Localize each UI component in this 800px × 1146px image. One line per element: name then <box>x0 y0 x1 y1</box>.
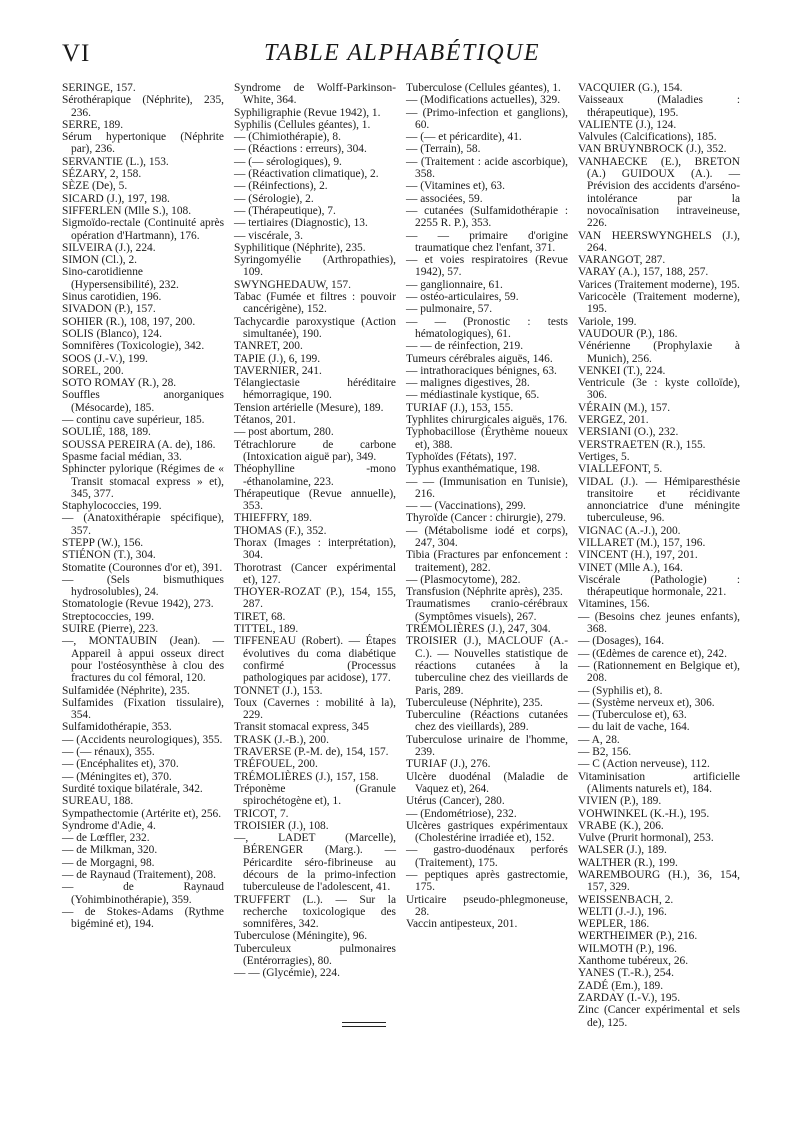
index-entry: — (Système nerveux et), 306. <box>578 696 715 709</box>
index-entry: Sphincter pylorique (Régimes de « Transit stomacal express » et), 345, 377. <box>62 463 224 500</box>
index-entry: Tension artérielle (Mesure), 189. <box>234 401 384 414</box>
index-entry: ZADÉ (Em.), 189. <box>578 979 664 992</box>
index-entry: WAREMBOURG (H.), 36, 154, 157, 329. <box>578 869 740 894</box>
index-entry: Stomatite (Couronnes d'or et), 391. <box>62 561 223 574</box>
index-entry: — (Traitement : acide ascorbique), 358. <box>406 155 568 181</box>
index-entry: VANHAECKE (E.), BRETON (A.) GUIDOUX (A.). — Prévision des accidents d'arséno-intolérance par la novocaïnisation intraveineuse, 226. <box>578 155 740 230</box>
index-entry: SOTO ROMAY (R.), 28. <box>62 377 177 390</box>
index-entry: Utérus (Cancer), 280. <box>406 795 505 808</box>
index-entry: SUREAU, 188. <box>62 795 134 808</box>
index-entry: VIDAL (J.). — Hémiparesthésie transitoire et récidivante annonciatrice d'une méningite tuberculeuse, 96. <box>578 475 740 525</box>
index-entry: WEISSENBACH, 2. <box>578 893 674 906</box>
index-entry: Tabac (Fumée et filtres : pouvoir cancérigène), 152. <box>234 291 396 316</box>
index-entry: Vaccin antipesteux, 201. <box>406 918 518 931</box>
index-entry: —, MONTAUBIN (Jean). — Appareil à appui osseux direct pour l'ostéosynthèse à clou des fractures du col fémoral, 120. <box>62 635 224 685</box>
index-entry: — (Chimiothérapie), 8. <box>234 131 341 144</box>
index-entry: Vénérienne (Prophylaxie à Munich), 256. <box>578 340 740 365</box>
index-entry: Typhlites chirurgicales aiguës, 176. <box>406 414 568 427</box>
index-entry: Ulcère duodénal (Maladie de Vaquez et), 264. <box>406 770 568 795</box>
index-entry: — — (Pronostic : tests hématologiques), 61. <box>406 315 568 340</box>
index-entry: SILVEIRA (J.), 224. <box>62 241 156 254</box>
index-entry: Sympathectomie (Artérite et), 256. <box>62 807 222 820</box>
index-entry: Télangiectasie héréditaire hémorragique, 190. <box>234 377 396 402</box>
index-entry: — (Sels bismuthiques hydrosolubles), 24. <box>62 573 224 599</box>
index-entry: Syphiligraphie (Revue 1942), 1. <box>234 106 381 119</box>
index-entry: Vitamines, 156. <box>578 598 650 611</box>
index-entry: STEPP (W.), 156. <box>62 536 144 549</box>
index-entry: — (Plasmocytome), 282. <box>406 573 521 586</box>
index-entry: SIMON (Cl.), 2. <box>62 254 137 267</box>
index-entry: Variole, 199. <box>578 315 637 328</box>
index-entry: WELTI (J.-J.), 196. <box>578 905 667 918</box>
index-entry: — (Réactions : erreurs), 304. <box>234 143 367 156</box>
closing-rule-bottom <box>342 1026 386 1027</box>
index-entry: — de Raynaud (Traitement), 208. <box>62 869 216 881</box>
index-entry: — C (Action nerveuse), 112. <box>578 758 710 771</box>
index-entry: SÈZE (De), 5. <box>62 180 128 193</box>
index-entry: Streptococcies, 199. <box>62 610 155 623</box>
index-entry: — (— rénaux), 355. <box>62 746 155 759</box>
index-entry: VALIENTE (J.), 124. <box>578 118 677 131</box>
index-entry: Tétrachlorure de carbone (Intoxication aiguë par), 349. <box>234 438 396 463</box>
index-entry: SIFFERLEN (Mlle S.), 108. <box>62 204 192 217</box>
index-entry: Syphilis (Cellules géantes), 1. <box>234 118 371 131</box>
index-entry: Tuberculose (Cellules géantes), 1. <box>406 82 561 94</box>
index-entry: SIVADON (P.), 157. <box>62 303 156 316</box>
index-entry: VIGNAC (A.-J.), 200. <box>578 524 681 537</box>
index-entry: Typhobacillose (Érythème noueux et), 388. <box>406 426 568 451</box>
index-entry: — (Primo-infection et ganglions), 60. <box>406 106 568 131</box>
index-entry: VERSTRAETEN (R.), 155. <box>578 438 706 451</box>
index-entry: VACQUIER (G.), 154. <box>578 82 683 94</box>
index-entry: Spasme facial médian, 33. <box>62 450 182 463</box>
index-entry: — cutanées (Sulfamidothérapie : 2255 R. P.), 353. <box>406 204 568 230</box>
index-entry: Urticaire pseudo-phlegmoneuse, 28. <box>406 893 568 918</box>
index-entry: — tertiaires (Diagnostic), 13. <box>234 217 368 230</box>
index-entry: Théophylline -mono -éthanolamine, 223. <box>234 463 396 488</box>
index-entry: — (Rationnement en Belgique et), 208. <box>578 659 740 685</box>
index-entry: — (Tuberculose et), 63. <box>578 709 687 722</box>
index-entry: SICARD (J.), 197, 198. <box>62 192 170 205</box>
index-entry: Thorax (Images : interprétation), 304. <box>234 536 396 562</box>
index-entry: — — (Immunisation en Tunisie), 216. <box>406 475 568 500</box>
index-entry: THIEFFRY, 189. <box>234 512 312 525</box>
index-entry: — post abortum, 280. <box>234 426 334 439</box>
index-entry: — (Méningites et), 370. <box>62 770 172 783</box>
index-entry: SOULIÉ, 188, 189. <box>62 426 151 439</box>
index-column-2 <box>234 82 396 980</box>
index-entry: — (Anatoxithérapie spécifique), 357. <box>62 512 224 537</box>
index-column-1 <box>62 82 224 930</box>
index-entry: — (Réinfections), 2. <box>234 180 328 193</box>
index-entry: — (— sérologiques), 9. <box>234 155 342 168</box>
index-entry: TAVERNIER, 241. <box>234 364 322 377</box>
index-entry: VOHWINKEL (K.-H.), 195. <box>578 807 710 820</box>
index-entry: Varices (Traitement moderne), 195. <box>578 278 740 291</box>
index-entry: SUIRE (Pierre), 223. <box>62 623 159 636</box>
index-entry: — — (Vaccinations), 299. <box>406 500 526 513</box>
index-entry: — gastro-duodénaux perforés (Traitement), 175. <box>406 844 568 869</box>
index-entry: TRÉMOLIÈRES (J.), 157, 158. <box>234 770 379 783</box>
index-entry: — (Vitamines et), 63. <box>406 180 505 193</box>
index-entry: Surdité toxique bilatérale, 342. <box>62 782 203 795</box>
index-entry: VRABE (K.), 206. <box>578 819 664 832</box>
index-entry: SOHIER (R.), 108, 197, 200. <box>62 315 196 328</box>
index-entry: — de Raynaud (Yohimbinothérapie), 359. <box>62 881 224 906</box>
closing-rule-top <box>342 1022 386 1023</box>
index-entry: Vertiges, 5. <box>578 450 630 463</box>
index-entry: TROISIER (J.), MACLOUF (A.-C.). — Nouvelles statistique de réactions cutanées à la tuberculine chez des vieillards de Paris, 289. <box>406 635 568 697</box>
index-entry: — intrathoraciques bénignes, 63. <box>406 364 557 377</box>
index-entry: — du lait de vache, 164. <box>578 721 690 734</box>
index-entry: — ganglionnaire, 61. <box>406 278 503 291</box>
page-title: TABLE ALPHABÉTIQUE <box>263 40 541 66</box>
index-entry: TAPIE (J.), 6, 199. <box>234 352 321 365</box>
index-entry: — (Sérologie), 2. <box>234 192 314 205</box>
index-entry: Syringomyélie (Arthropathies), 109. <box>234 254 396 279</box>
index-entry: Vaisseaux (Maladies : thérapeutique), 195. <box>578 94 740 119</box>
index-entry: TRICOT, 7. <box>234 807 289 820</box>
index-entry: Sigmoïdo-rectale (Continuité après opération d'Hartmann), 176. <box>62 217 224 242</box>
index-entry: TANRET, 200. <box>234 340 303 353</box>
index-entry: — — de réinfection, 219. <box>406 340 524 353</box>
index-entry: Sino-carotidienne (Hypersensibilité), 232. <box>62 266 179 291</box>
index-entry: Tuberculeuse (Néphrite), 235. <box>406 696 543 709</box>
index-entry: —, LADET (Marcelle), BÉRENGER (Marg.). — Péricardite séro-fibrineuse au décours de la primo-infection tuberculeuse de l'adolescent, 41. <box>234 832 396 894</box>
index-entry: Typhus exanthématique, 198. <box>406 463 540 476</box>
index-entry: Traumatismes cranio-cérébraux (Symptômes visuels), 267. <box>406 598 568 623</box>
index-entry: — (Dosages), 164. <box>578 635 665 648</box>
index-entry: Typhoïdes (Fétats), 197. <box>406 450 517 463</box>
index-entry: — pulmonaire, 57. <box>406 303 493 316</box>
index-entry: TRAVERSE (P.-M. de), 154, 157. <box>234 746 389 759</box>
index-entry: Valvules (Calcifications), 185. <box>578 131 717 144</box>
index-entry: Stomatologie (Revue 1942), 273. <box>62 598 214 611</box>
index-entry: — viscérale, 3. <box>234 229 303 242</box>
index-entry: Varicocèle (Traitement moderne), 195. <box>578 291 740 316</box>
index-entry: — (Thérapeutique), 7. <box>234 204 336 217</box>
index-entry: VINCENT (H.), 197, 201. <box>578 549 698 562</box>
index-entry: Tuberculose (Méningite), 96. <box>234 930 368 943</box>
index-entry: WILMOTH (P.), 196. <box>578 942 678 955</box>
page-number: VI <box>62 40 91 67</box>
index-entry: — (Encéphalites et), 370. <box>62 758 179 771</box>
index-entry: Sulfamidothérapie, 353. <box>62 721 172 734</box>
index-entry: Tachycardie paroxystique (Action simultanée), 190. <box>234 315 396 340</box>
index-entry: Tuberculine (Réactions cutanées chez des vieillards), 289. <box>406 709 568 734</box>
index-entry: SWYNGHEDAUW, 157. <box>234 278 351 291</box>
index-entry: Sulfamides (Fixation tissulaire), 354. <box>62 696 224 722</box>
index-entry: SOOS (J.-V.), 199. <box>62 352 148 365</box>
index-entry: Syndrome d'Adie, 4. <box>62 819 156 832</box>
index-entry: SOLIS (Blanco), 124. <box>62 327 162 340</box>
index-entry: — de Stokes-Adams (Rythme bigéminé et), 194. <box>62 905 224 931</box>
index-entry: THOYER-ROZAT (P.), 154, 155, 287. <box>234 586 396 611</box>
index-entry: Tréponème (Granule spirochétogène et), 1. <box>234 782 396 808</box>
index-entry: — (Accidents neurologiques), 355. <box>62 733 223 746</box>
index-entry: TRÉFOUEL, 200. <box>234 758 318 771</box>
index-entry: Zinc (Cancer expérimental et sels de), 125. <box>578 1004 740 1029</box>
index-entry: Transfusion (Néphrite après), 235. <box>406 586 563 599</box>
index-entry: — (Réactivation climatique), 2. <box>234 168 379 181</box>
index-entry: VINET (Mlle A.), 164. <box>578 561 683 574</box>
index-entry: — (— et péricardite), 41. <box>406 131 522 144</box>
index-entry: SERRE, 189. <box>62 118 124 131</box>
index-entry: Syndrome de Wolff-Parkinson-White, 364. <box>234 82 396 107</box>
index-entry: — — (Glycémie), 224. <box>234 967 340 980</box>
index-entry: SOUSSA PEREIRA (A. de), 186. <box>62 438 216 451</box>
index-entry: VERSIANI (O.), 232. <box>578 426 679 439</box>
index-entry: Somnifères (Toxicologie), 342. <box>62 340 205 353</box>
index-entry: Tétanos, 201. <box>234 414 296 427</box>
index-entry: YANES (T.-R.), 254. <box>578 967 674 980</box>
index-entry: TRÉMOLIÈRES (J.), 247, 304. <box>406 623 551 636</box>
index-entry: Tumeurs cérébrales aiguës, 146. <box>406 352 553 365</box>
index-entry: VILLARET (M.), 157, 196. <box>578 536 706 549</box>
index-entry: TRASK (J.-B.), 200. <box>234 733 329 746</box>
index-entry: Tuberculeux pulmonaires (Entérorragies), 80. <box>234 942 396 968</box>
index-entry: TURIAF (J.), 153, 155. <box>406 401 514 414</box>
index-entry: Viscérale (Pathologie) : thérapeutique hormonale, 221. <box>578 573 740 599</box>
index-column-4 <box>578 82 740 1029</box>
index-entry: Ventricule (3e : kyste colloïde), 306. <box>578 377 740 402</box>
index-entry: Toux (Cavernes : mobilité à la), 229. <box>234 696 396 722</box>
index-entry: — peptiques après gastrectomie, 175. <box>406 869 568 894</box>
index-entry: VARANGOT, 287. <box>578 254 666 267</box>
index-entry: SERINGE, 157. <box>62 82 136 94</box>
index-entry: VENKEI (T.), 224. <box>578 364 666 377</box>
index-column-3 <box>406 82 568 930</box>
index-entry: Syphilitique (Néphrite), 235. <box>234 241 366 254</box>
index-entry: — de Morgagni, 98. <box>62 856 155 869</box>
index-entry: Souffles anorganiques (Mésocarde), 185. <box>62 389 224 414</box>
index-entry: — et voies respiratoires (Revue 1942), 57. <box>406 254 568 279</box>
index-entry: — (Œdèmes de carence et), 242. <box>578 647 727 660</box>
index-entry: — (Endométriose), 232. <box>406 807 517 820</box>
index-entry: VERGEZ, 201. <box>578 414 649 427</box>
index-entry: VARAY (A.), 157, 188, 257. <box>578 266 709 279</box>
index-entry: Tuberculose urinaire de l'homme, 239. <box>406 733 568 759</box>
index-entry: Thorotrast (Cancer expérimental et), 127. <box>234 561 396 586</box>
index-entry: — A, 28. <box>578 733 620 746</box>
index-entry: TROISIER (J.), 108. <box>234 819 329 832</box>
index-entry: TIRET, 68. <box>234 610 286 623</box>
index-entry: SOREL, 200. <box>62 364 124 377</box>
index-entry: — (Modifications actuelles), 329. <box>406 94 561 107</box>
index-entry: — médiastinale kystique, 65. <box>406 389 540 402</box>
index-entry: WALTHER (R.), 199. <box>578 856 678 869</box>
index-entry: VAN HEERSWYNGHELS (J.), 264. <box>578 229 740 254</box>
index-entry: Sérothérapique (Néphrite), 235, 236. <box>62 94 224 119</box>
index-entry: — de Milkman, 320. <box>62 844 158 857</box>
index-entry: VAUDOUR (P.), 186. <box>578 327 678 340</box>
index-entry: THOMAS (F.), 352. <box>234 524 327 537</box>
index-entry: SÉZARY, 2, 158. <box>62 168 142 181</box>
index-entry: TITTEL, 189. <box>234 623 299 636</box>
index-entry: Tibia (Fractures par enfoncement : traitement), 282. <box>406 549 568 574</box>
index-entry: VIVIEN (P.), 189. <box>578 795 662 808</box>
index-entry: Sinus carotidien, 196. <box>62 291 162 304</box>
index-entry: — associées, 59. <box>406 192 483 205</box>
index-entry: — (Métabolisme iodé et corps), 247, 304. <box>406 524 568 549</box>
index-entry: Thérapeutique (Revue annuelle), 353. <box>234 487 396 513</box>
index-entry: — (Syphilis et), 8. <box>578 684 663 697</box>
index-columns <box>62 82 742 1042</box>
page-header <box>62 40 742 74</box>
index-entry: Sulfamidée (Néphrite), 235. <box>62 684 190 697</box>
index-entry: TURIAF (J.), 276. <box>406 758 491 771</box>
index-entry: — de Lœffler, 232. <box>62 832 150 845</box>
index-entry: — — primaire d'origine traumatique chez l'enfant, 371. <box>406 229 568 254</box>
index-entry: WALSER (J.), 189. <box>578 844 667 857</box>
index-entry: TONNET (J.), 153. <box>234 684 323 697</box>
index-entry: SERVANTIE (L.), 153. <box>62 155 169 168</box>
index-entry: VIALLEFONT, 5. <box>578 463 663 476</box>
index-entry: Transit stomacal express, 345 <box>234 721 369 734</box>
index-entry: VÉRAIN (M.), 157. <box>578 401 671 414</box>
index-entry: ZARDAY (I.-V.), 195. <box>578 991 681 1004</box>
index-entry: VAN BRUYNBROCK (J.), 352. <box>578 143 727 156</box>
index-entry: — (Terrain), 58. <box>406 143 481 156</box>
index-entry: Vitaminisation artificielle (Aliments naturels et), 184. <box>578 770 740 795</box>
index-entry: STIÉNON (T.), 304. <box>62 549 156 562</box>
index-entry: WERTHEIMER (P.), 216. <box>578 930 698 943</box>
index-entry: — ostéo-articulaires, 59. <box>406 291 519 304</box>
index-entry: Ulcères gastriques expérimentaux (Cholestérine irradiée et), 152. <box>406 819 568 845</box>
index-entry: — (Besoins chez jeunes enfants), 368. <box>578 610 740 636</box>
index-entry: WEPLER, 186. <box>578 918 650 931</box>
index-entry: Vulve (Prurit hormonal), 253. <box>578 832 714 845</box>
index-entry: — malignes digestives, 28. <box>406 377 530 390</box>
index-entry: Thyroïde (Cancer : chirurgie), 279. <box>406 512 566 525</box>
index-entry: Sérum hypertonique (Néphrite par), 236. <box>62 131 224 156</box>
index-entry: Staphylococcies, 199. <box>62 500 162 513</box>
index-entry: — continu cave supérieur, 185. <box>62 414 205 427</box>
index-entry: Xanthome tubéreux, 26. <box>578 955 689 968</box>
index-entry: — B2, 156. <box>578 746 632 759</box>
index-entry: TRUFFERT (L.). — Sur la recherche toxicologique des somnifères, 342. <box>234 893 396 931</box>
index-entry: TIFFENEAU (Robert). — Étapes évolutives du coma diabétique confirmé (Processus pathologiques par acidose), 177. <box>234 635 396 685</box>
